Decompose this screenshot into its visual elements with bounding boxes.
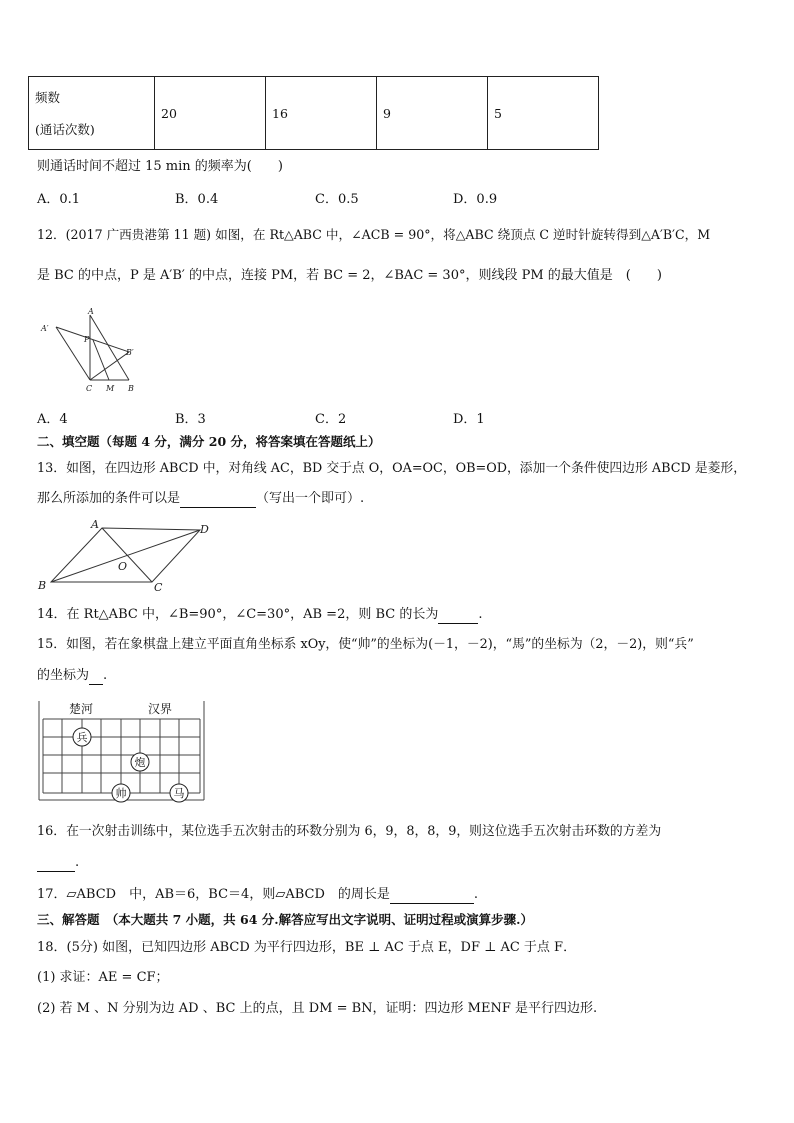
table-row-label — [29, 77, 155, 150]
q13-line2 — [37, 490, 364, 508]
fig-label: M — [106, 384, 115, 393]
fig-label: C — [154, 581, 163, 594]
q15-answer-blank[interactable] — [89, 684, 103, 685]
q11-option-a[interactable]: A．0.1 — [37, 192, 81, 207]
row-label-line1: 频数 — [35, 90, 61, 105]
q16-line1: 16．在一次射击训练中，某位选手五次射击的环数分别为 6，9，8，8，9，则这位选手五次射击环数的方差为 — [37, 824, 662, 839]
q14-line — [37, 606, 482, 624]
piece-bing-label: 兵 — [76, 731, 88, 744]
piece-ma-label: 马 — [173, 787, 185, 800]
q16-line2 — [37, 854, 79, 872]
table-cell: 20 — [155, 77, 266, 150]
fig-label: A — [91, 518, 99, 531]
q15-line2-after: . — [103, 668, 108, 683]
fig-label: B — [128, 384, 134, 393]
q15-line2-before: 的坐标为 — [37, 668, 90, 683]
fig-label: D — [200, 523, 209, 536]
table-cell: 16 — [266, 77, 377, 150]
row-label-line2: (通话次数) — [35, 122, 95, 137]
q12-line1: 12．(2017 广西贵港第 11 题) 如图，在 Rt△ABC 中，∠ACB = 90°，将△ABC 绕顶点 C 逆时针旋转得到△A′B′C，M — [37, 227, 711, 242]
board-label-hanjie: 汉界 — [148, 702, 173, 716]
q18-part1: (1) 求证：AE = CF； — [37, 970, 169, 985]
q12-option-a[interactable]: A．4 — [37, 412, 68, 427]
q17-line — [37, 886, 478, 904]
q16-line2-after: . — [75, 855, 80, 870]
q15-line2 — [37, 667, 107, 685]
fig-label: O — [118, 560, 128, 573]
q14-text: 14．在 Rt△ABC 中，∠B=90°，∠C=30°，AB =2，则 BC 的长为 — [37, 607, 439, 622]
table-cell: 9 — [377, 77, 488, 150]
board-label-chuhe: 楚河 — [69, 702, 94, 716]
table-row — [29, 77, 599, 150]
q12-option-b[interactable]: B．3 — [175, 412, 206, 427]
q18-stem: 18．(5分) 如图，已知四边形 ABCD 为平行四边形，BE ⊥ AC 于点 E，DF ⊥ AC 于点 F． — [37, 940, 577, 955]
fig-label: B — [38, 579, 47, 592]
piece-shuai-label: 帅 — [115, 787, 127, 800]
q15-line1: 15．如图，若在象棋盘上建立平面直角坐标系 xOy，使“帅”的坐标为(－1，－2)，“馬”的坐标为（2，－2)，则“兵” — [37, 637, 694, 652]
section-3-heading: 三、解答题 （本大题共 7 小题，共 64 分.解答应写出文字说明、证明过程或演算步骤.） — [37, 912, 533, 927]
q17-after: . — [473, 887, 479, 902]
q12-figure — [38, 305, 148, 397]
q13-figure — [34, 518, 214, 594]
q17-text: 17．▱ABCD 中，AB＝6，BC＝4，则▱ABCD 的周长是 — [37, 887, 390, 902]
q11-option-b[interactable]: B．0.4 — [175, 192, 219, 207]
piece-pao-label: 炮 — [134, 756, 146, 769]
q12-line2: 是 BC 的中点，P 是 A′B′ 的中点，连接 PM，若 BC = 2，∠BAC = 30°，则线段 PM 的最大值是 ( ) — [37, 268, 662, 283]
fig-label: C — [86, 384, 93, 393]
q12-option-c[interactable]: C．2 — [315, 412, 347, 427]
frequency-table — [28, 76, 599, 150]
q11-stem: 则通话时间不超过 15 min 的频率为( ) — [37, 159, 283, 174]
q11-option-d[interactable]: D．0.9 — [453, 192, 498, 207]
q14-answer-blank[interactable] — [438, 623, 478, 624]
q13-answer-blank[interactable] — [180, 507, 256, 508]
q18-part2: (2) 若 M 、N 分别为边 AD 、BC 上的点，且 DM = BN，证明：四边形 MENF 是平行四边形. — [37, 1001, 598, 1016]
q17-answer-blank[interactable] — [390, 903, 474, 904]
fig-label: P — [84, 335, 90, 344]
table-cell: 5 — [488, 77, 599, 150]
q16-answer-blank[interactable] — [37, 871, 75, 872]
fig-label: A′ — [41, 324, 49, 333]
fig-label: B′ — [126, 348, 134, 357]
q12-option-d[interactable]: D．1 — [453, 412, 485, 427]
q11-option-c[interactable]: C．0.5 — [315, 192, 359, 207]
q13-line2-before: 那么所添加的条件可以是 — [37, 491, 181, 506]
q13-line1: 13．如图，在四边形 ABCD 中，对角线 AC，BD 交于点 O，OA=OC，OB=OD，添加一个条件使四边形 ABCD 是菱形， — [37, 461, 747, 476]
q14-after: . — [478, 607, 483, 622]
q13-line2-after: （写出一个即可）. — [256, 491, 365, 506]
section-2-heading: 二、填空题（每题 4 分，满分 20 分，将答案填在答题纸上） — [37, 434, 381, 449]
fig-label: A — [88, 307, 94, 316]
q15-chessboard — [36, 699, 208, 805]
